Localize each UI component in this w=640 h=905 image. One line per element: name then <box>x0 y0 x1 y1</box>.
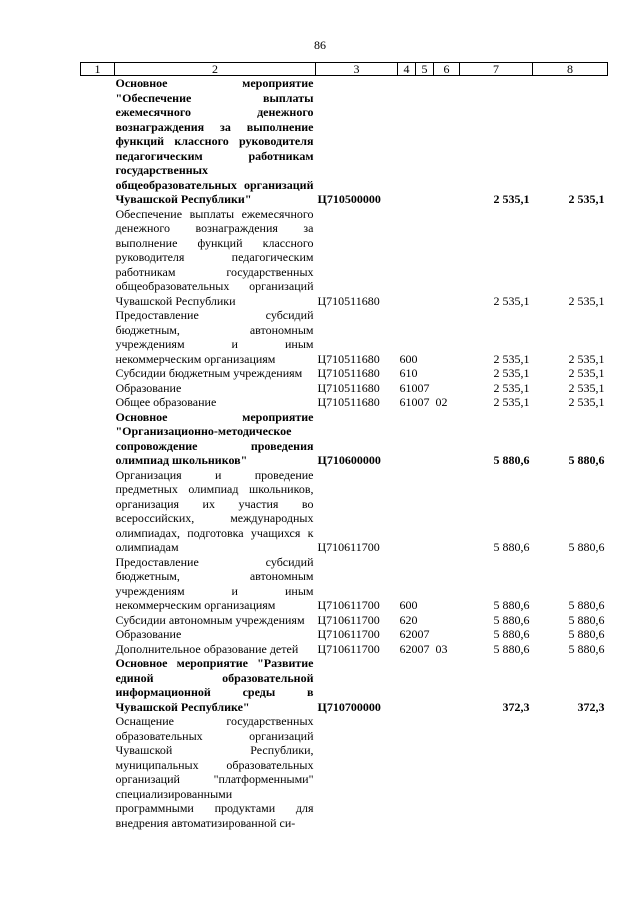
cell-code: Ц710611700 <box>317 612 380 627</box>
cell-v7 <box>460 714 533 830</box>
header-cell: 7 <box>460 63 533 76</box>
row-index-cell <box>81 410 115 468</box>
cell-v7: 5 880,6 <box>493 453 530 467</box>
cell-v8: 5 880,6 <box>568 627 605 641</box>
cell-c6 <box>434 76 460 207</box>
header-cell: 6 <box>434 63 460 76</box>
cell-c6: 03 <box>435 641 448 656</box>
table-row <box>81 381 608 396</box>
cell-c5 <box>416 410 434 468</box>
cell-code: Ц710611700 <box>317 627 380 641</box>
header-cell: 5 <box>416 63 434 76</box>
cell-c6 <box>434 627 460 642</box>
cell-c5 <box>416 207 434 309</box>
cell-v7: 5 880,6 <box>493 627 530 641</box>
cell-code: Ц710500000 <box>317 192 381 206</box>
cell-code: Ц710611700 <box>317 641 380 656</box>
cell-code: Ц710511680 <box>317 351 380 366</box>
cell-v8: 2 535,1 <box>568 192 605 206</box>
cell-v7: 2 535,1 <box>493 366 530 380</box>
cell-code: Ц710511680 <box>317 293 380 308</box>
cell-c6 <box>434 613 460 628</box>
cell-v8: 2 535,1 <box>568 380 605 395</box>
cell-v8: 5 880,6 <box>568 453 605 467</box>
cell-c4 <box>398 410 416 468</box>
table-row <box>81 613 608 628</box>
cell-c6 <box>434 410 460 468</box>
cell-v8: 5 880,6 <box>568 641 605 656</box>
row-index-cell <box>81 656 115 714</box>
cell-c4: 600 <box>399 598 418 612</box>
header-cell: 2 <box>115 63 316 76</box>
cell-c5 <box>416 613 434 628</box>
cell-v8: 2 535,1 <box>568 293 605 308</box>
cell-c4 <box>398 656 416 714</box>
cell-c4: 610 <box>399 366 418 380</box>
budget-table <box>80 62 608 830</box>
cell-c5 <box>416 555 434 613</box>
cell-c4: 600 <box>399 351 418 366</box>
table-row <box>81 395 608 410</box>
table-row <box>81 642 608 657</box>
cell-v7: 5 880,6 <box>493 598 530 612</box>
cell-name: Субсидии бюджетным учреждениям <box>115 366 303 380</box>
cell-v8: 5 880,6 <box>568 598 605 612</box>
cell-name: Субсидии автономным учреждениям <box>115 612 305 627</box>
table-row <box>81 627 608 642</box>
table-row <box>81 207 608 309</box>
row-index-cell <box>81 366 115 381</box>
cell-c5 <box>416 468 434 555</box>
cell-c6 <box>434 308 460 366</box>
table-row <box>81 714 608 830</box>
cell-name: Предоставление субсидий бюджетным, автономным учреждениям и иным некоммерческим организациям <box>115 308 314 366</box>
cell-c6: 02 <box>435 395 448 409</box>
cell-c5 <box>416 308 434 366</box>
cell-c6 <box>434 555 460 613</box>
cell-code: Ц710600000 <box>317 453 381 467</box>
row-index-cell <box>81 642 115 657</box>
row-index-cell <box>81 627 115 642</box>
cell-v8 <box>533 714 608 830</box>
cell-c5 <box>416 366 434 381</box>
cell-c6 <box>434 468 460 555</box>
cell-name: Общее образование <box>115 395 217 409</box>
row-index-cell <box>81 395 115 410</box>
cell-name: Обеспечение выплаты ежемесячного денежного вознаграждения за выполнение функций классного руководителя педагогическим работникам государственных общеобразовательных организаций Чувашской Республики <box>115 206 314 308</box>
cell-c6 <box>434 714 460 830</box>
table-row <box>81 656 608 714</box>
cell-name: Предоставление субсидий бюджетным, автономным учреждениям и иным некоммерческим организациям <box>115 554 314 612</box>
cell-c4: 610 <box>399 395 418 409</box>
cell-name: Дополнительное образование детей <box>115 641 299 656</box>
table-row <box>81 555 608 613</box>
cell-c5: 07 <box>417 380 430 395</box>
cell-v8: 5 880,6 <box>568 540 605 554</box>
cell-c4: 610 <box>399 380 418 395</box>
cell-v8: 372,3 <box>577 699 605 714</box>
cell-c5: 07 <box>417 395 430 409</box>
cell-name: Организация и проведение предметных олимпиад школьников, организация их участия во всероссийских, международных олимпиадах, подготовка учащихся к олимпиадам <box>115 467 314 554</box>
table-row <box>81 76 608 207</box>
cell-c5 <box>416 714 434 830</box>
cell-v7: 5 880,6 <box>493 641 530 656</box>
table-row <box>81 410 608 468</box>
row-index-cell <box>81 207 115 309</box>
cell-v7: 2 535,1 <box>493 351 530 366</box>
cell-v7: 2 535,1 <box>493 293 530 308</box>
cell-v7: 2 535,1 <box>493 395 530 409</box>
cell-c4 <box>398 714 416 830</box>
cell-c6 <box>434 207 460 309</box>
table-row <box>81 468 608 555</box>
row-index-cell <box>81 555 115 613</box>
table-row <box>81 308 608 366</box>
cell-v7: 372,3 <box>502 699 530 714</box>
row-index-cell <box>81 714 115 830</box>
row-index-cell <box>81 76 115 207</box>
header-cell: 4 <box>398 63 416 76</box>
cell-name: Основное мероприятие "Развитие единой образовательной информационной среды в Чувашской Республике" <box>115 656 314 714</box>
cell-c4: 620 <box>399 612 418 627</box>
cell-name: Образование <box>115 380 182 395</box>
cell-code: Ц710511680 <box>317 395 380 409</box>
cell-code: Ц710511680 <box>317 366 380 380</box>
cell-c5: 07 <box>417 627 430 641</box>
cell-c4: 620 <box>399 627 418 641</box>
header-row <box>81 63 608 76</box>
cell-code: Ц710611700 <box>317 598 380 612</box>
cell-v7: 2 535,1 <box>493 192 530 206</box>
cell-name: Основное мероприятие "Обеспечение выплаты ежемесячного денежного вознаграждения за выполнение функций классного руководителя педагогическим работникам государственных общеобразовательных организаций Чувашской Республики" <box>115 76 314 206</box>
row-index-cell <box>81 381 115 396</box>
cell-code: Ц710511680 <box>317 380 380 395</box>
cell-c4 <box>398 468 416 555</box>
cell-v8: 2 535,1 <box>568 395 605 409</box>
cell-c5 <box>416 656 434 714</box>
cell-name: Основное мероприятие "Организационно-методическое сопровождение проведения олимпиад школьников" <box>115 409 314 467</box>
page-number: 86 <box>314 38 326 52</box>
header-cell: 3 <box>316 63 398 76</box>
cell-c6 <box>434 381 460 396</box>
cell-c4: 620 <box>399 641 418 656</box>
cell-v8: 2 535,1 <box>568 351 605 366</box>
cell-v8: 5 880,6 <box>568 612 605 627</box>
cell-c4 <box>398 76 416 207</box>
cell-code: Ц710700000 <box>317 699 381 714</box>
cell-c6 <box>434 366 460 381</box>
header-cell: 8 <box>533 63 608 76</box>
cell-c6 <box>434 656 460 714</box>
cell-name: Оснащение государственных образовательных организаций Чувашской Республики, муниципальных образовательных организаций "платформенными" специализированными программными продуктами для внедрения автоматизированной си- <box>115 714 314 830</box>
cell-c5 <box>416 76 434 207</box>
cell-c4 <box>398 207 416 309</box>
cell-v7: 2 535,1 <box>493 380 530 395</box>
header-cell: 1 <box>81 63 115 76</box>
cell-name: Образование <box>115 627 182 641</box>
cell-c5: 07 <box>417 641 430 656</box>
cell-code <box>316 714 398 830</box>
cell-code: Ц710611700 <box>317 540 380 554</box>
row-index-cell <box>81 613 115 628</box>
table-row <box>81 366 608 381</box>
cell-v7: 5 880,6 <box>493 540 530 554</box>
row-index-cell <box>81 308 115 366</box>
cell-v7: 5 880,6 <box>493 612 530 627</box>
cell-v8: 2 535,1 <box>568 366 605 380</box>
row-index-cell <box>81 468 115 555</box>
